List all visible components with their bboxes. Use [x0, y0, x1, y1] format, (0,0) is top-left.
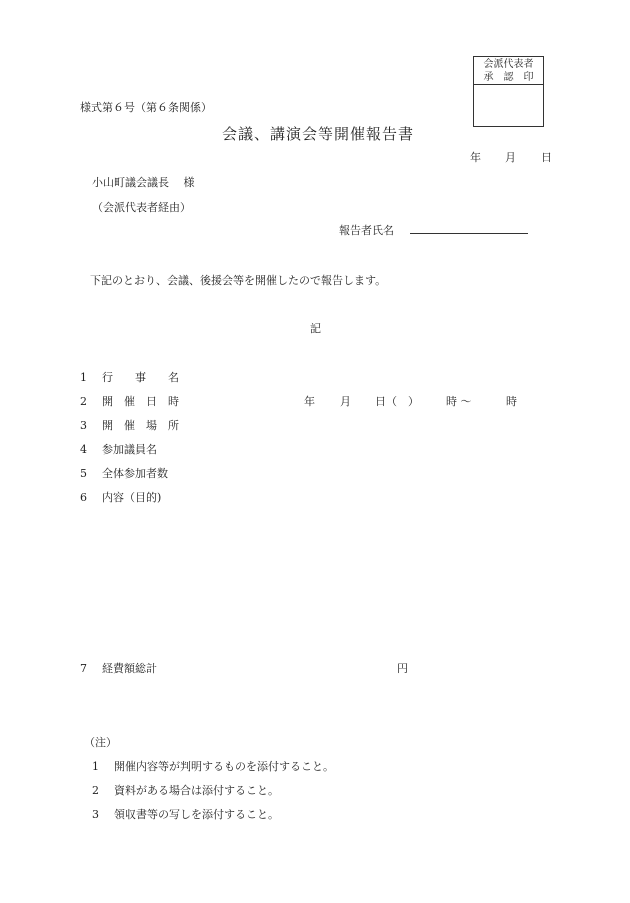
item-datetime — [80, 393, 179, 409]
item-members — [80, 441, 157, 457]
via-representative: （会派代表者経由） — [92, 201, 191, 214]
item-content — [80, 489, 161, 505]
note-line — [92, 782, 279, 798]
form-number: 様式第６号（第６条関係） — [80, 101, 212, 114]
note-line — [92, 806, 279, 822]
note-text: 領収書等の写しを添付すること。 — [114, 808, 279, 821]
item-expenses — [80, 660, 157, 676]
stamp-header — [474, 57, 543, 85]
item-event-name — [80, 369, 179, 385]
note-text: 資料がある場合は添付すること。 — [114, 784, 279, 797]
datetime-hour-from: 時 ～ — [446, 395, 472, 408]
datetime-hour-to: 時 — [506, 395, 517, 408]
note-text: 開催内容等が判明するものを添付すること。 — [114, 760, 334, 773]
item-number: 2 — [80, 395, 87, 408]
note-number: 2 — [92, 784, 99, 797]
item-number: 7 — [80, 662, 87, 675]
note-number: 3 — [92, 808, 99, 821]
item-number: 1 — [80, 371, 87, 384]
yen-unit: 円 — [397, 662, 408, 675]
datetime-month: 月 — [340, 395, 351, 408]
date-day: 日 — [541, 151, 552, 164]
item-label: 開 催 日 時 — [102, 395, 179, 408]
reporter-name-line — [410, 233, 528, 234]
item-venue — [80, 417, 179, 433]
datetime-day: 日（ ） — [375, 395, 419, 408]
item-label: 参加議員名 — [102, 443, 157, 456]
notes-heading: （注） — [84, 736, 117, 749]
item-label: 開 催 場 所 — [102, 419, 179, 432]
item-number: 5 — [80, 467, 87, 480]
item-label: 行 事 名 — [102, 371, 179, 384]
date-year: 年 — [470, 151, 481, 164]
item-number: 3 — [80, 419, 87, 432]
note-number: 1 — [92, 760, 99, 773]
stamp-label-line2: 承 認 印 — [483, 72, 534, 83]
approval-stamp-box — [473, 56, 544, 127]
item-number: 4 — [80, 443, 87, 456]
item-label: 経費額総計 — [102, 662, 157, 675]
stamp-label-line1: 会派代表者 — [483, 59, 534, 70]
date-month: 月 — [505, 151, 516, 164]
note-line — [92, 758, 334, 774]
addressee: 小山町議会議長 様 — [92, 176, 195, 189]
item-total-participants — [80, 465, 168, 481]
datetime-year: 年 — [304, 395, 315, 408]
item-number: 6 — [80, 491, 87, 504]
item-label: 全体参加者数 — [102, 467, 168, 480]
page-title: 会議、講演会等開催報告書 — [222, 125, 415, 143]
intro-text: 下記のとおり、会議、後援会等を開催したので報告します。 — [90, 274, 387, 287]
ki-heading: 記 — [310, 322, 321, 335]
reporter-label: 報告者氏名 — [339, 224, 394, 237]
item-label: 内容（目的) — [102, 491, 162, 504]
